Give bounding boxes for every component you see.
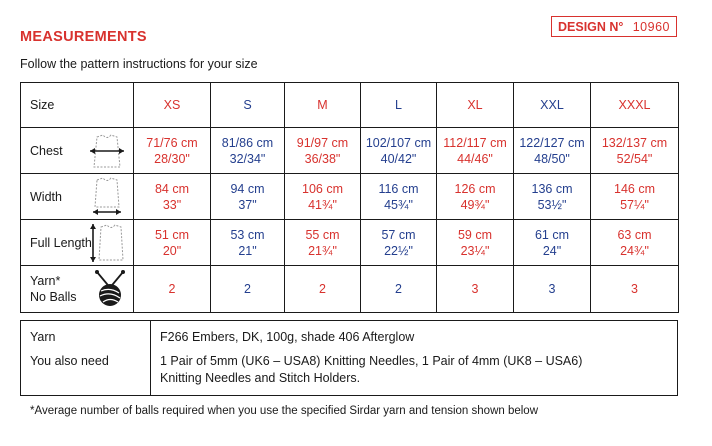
length-cm: 59 cm bbox=[457, 227, 493, 242]
chest-cm: 81/86 cm bbox=[221, 135, 274, 150]
length-cm: 55 cm bbox=[305, 227, 340, 242]
chest-in: 48/50" bbox=[534, 151, 570, 166]
length-in: 22½" bbox=[384, 243, 413, 258]
size-row-label: Size bbox=[21, 83, 134, 128]
sweater-chest-icon bbox=[87, 131, 127, 171]
also-need-label: You also need bbox=[30, 354, 109, 368]
length-cm: 53 cm bbox=[230, 227, 265, 242]
chest-cm: 112/117 cm bbox=[443, 135, 507, 150]
size-header: XS bbox=[134, 83, 211, 128]
size-header: S bbox=[211, 83, 285, 128]
width-row-label: Width bbox=[21, 174, 134, 220]
length-in: 24" bbox=[542, 243, 562, 258]
size-header: M bbox=[285, 83, 361, 128]
design-number-box bbox=[551, 16, 677, 37]
chest-in: 36/38" bbox=[304, 151, 341, 166]
length-cm: 61 cm bbox=[534, 227, 570, 242]
width-row bbox=[21, 174, 679, 220]
yarn-balls-value: 3 bbox=[437, 266, 514, 313]
size-header: XXXL bbox=[591, 83, 679, 128]
yarn-row-label: Yarn* No Balls bbox=[21, 266, 134, 313]
design-label: DESIGN N° bbox=[558, 19, 624, 34]
width-in: 37" bbox=[238, 197, 257, 212]
width-cm: 136 cm bbox=[531, 181, 573, 196]
chest-cm: 132/137 cm bbox=[601, 135, 668, 150]
yarn-ball-needles-icon bbox=[93, 270, 127, 308]
page-subtitle: Follow the pattern instructions for your size bbox=[20, 57, 258, 71]
width-in: 57¼" bbox=[620, 197, 649, 212]
sweater-length-icon bbox=[87, 222, 127, 264]
chest-row-label: Chest bbox=[21, 128, 134, 174]
yarn-balls-row bbox=[21, 266, 679, 313]
width-in: 53½" bbox=[537, 197, 567, 212]
yarn-balls-value: 3 bbox=[514, 266, 591, 313]
chest-cm: 122/127 cm bbox=[519, 135, 585, 150]
length-cm: 51 cm bbox=[154, 227, 190, 242]
width-cm: 106 cm bbox=[302, 181, 343, 196]
yarn-info-labels bbox=[21, 321, 151, 396]
yarn-balls-value: 2 bbox=[134, 266, 211, 313]
length-in: 20" bbox=[162, 243, 182, 258]
chest-in: 28/30" bbox=[154, 151, 190, 166]
also-need-value-line2: Knitting Needles and Stitch Holders. bbox=[160, 371, 361, 385]
size-header: XL bbox=[437, 83, 514, 128]
width-in: 49¾" bbox=[460, 197, 490, 212]
design-number: 10960 bbox=[632, 19, 670, 34]
width-cm: 94 cm bbox=[230, 181, 265, 196]
page-title: MEASUREMENTS bbox=[20, 29, 147, 45]
yarn-info-values bbox=[151, 321, 678, 396]
chest-in: 44/46" bbox=[457, 151, 493, 166]
length-in: 24¾" bbox=[620, 243, 649, 258]
also-need-value-line1: 1 Pair of 5mm (UK6 – USA8) Knitting Needles, 1 Pair of 4mm (UK8 – USA6) bbox=[160, 354, 583, 368]
footnote: *Average number of balls required when you use the specified Sirdar yarn and tension shown below bbox=[30, 405, 539, 417]
length-cm: 57 cm bbox=[381, 227, 416, 242]
chest-row bbox=[21, 128, 679, 174]
chest-cm: 71/76 cm bbox=[146, 135, 198, 150]
chest-cm: 102/107 cm bbox=[365, 135, 432, 150]
yarn-balls-value: 2 bbox=[211, 266, 285, 313]
chest-cm: 91/97 cm bbox=[296, 135, 349, 150]
length-row bbox=[21, 220, 679, 266]
size-header: XXL bbox=[514, 83, 591, 128]
chest-in: 40/42" bbox=[380, 151, 417, 166]
width-in: 33" bbox=[162, 197, 182, 212]
width-in: 41¾" bbox=[308, 197, 337, 212]
length-row-label: Full Length bbox=[21, 220, 134, 266]
chest-in: 32/34" bbox=[229, 151, 266, 166]
sweater-width-icon bbox=[87, 177, 127, 217]
length-in: 23¼" bbox=[460, 243, 490, 258]
length-in: 21" bbox=[238, 243, 257, 258]
size-header: L bbox=[361, 83, 437, 128]
width-cm: 126 cm bbox=[454, 181, 496, 196]
chest-in: 52/54" bbox=[616, 151, 653, 166]
yarn-balls-value: 2 bbox=[285, 266, 361, 313]
measurements-table bbox=[20, 82, 679, 313]
yarn-balls-value: 3 bbox=[591, 266, 679, 313]
width-cm: 116 cm bbox=[378, 181, 419, 196]
length-in: 21¾" bbox=[308, 243, 337, 258]
yarn-balls-value: 2 bbox=[361, 266, 437, 313]
yarn-info-table bbox=[20, 320, 678, 396]
size-row bbox=[21, 83, 679, 128]
width-cm: 84 cm bbox=[154, 181, 190, 196]
yarn-value: F266 Embers, DK, 100g, shade 406 Afterglow bbox=[160, 330, 415, 344]
yarn-label: Yarn bbox=[30, 330, 56, 344]
length-cm: 63 cm bbox=[617, 227, 652, 242]
width-in: 45¾" bbox=[384, 197, 413, 212]
width-cm: 146 cm bbox=[614, 181, 655, 196]
